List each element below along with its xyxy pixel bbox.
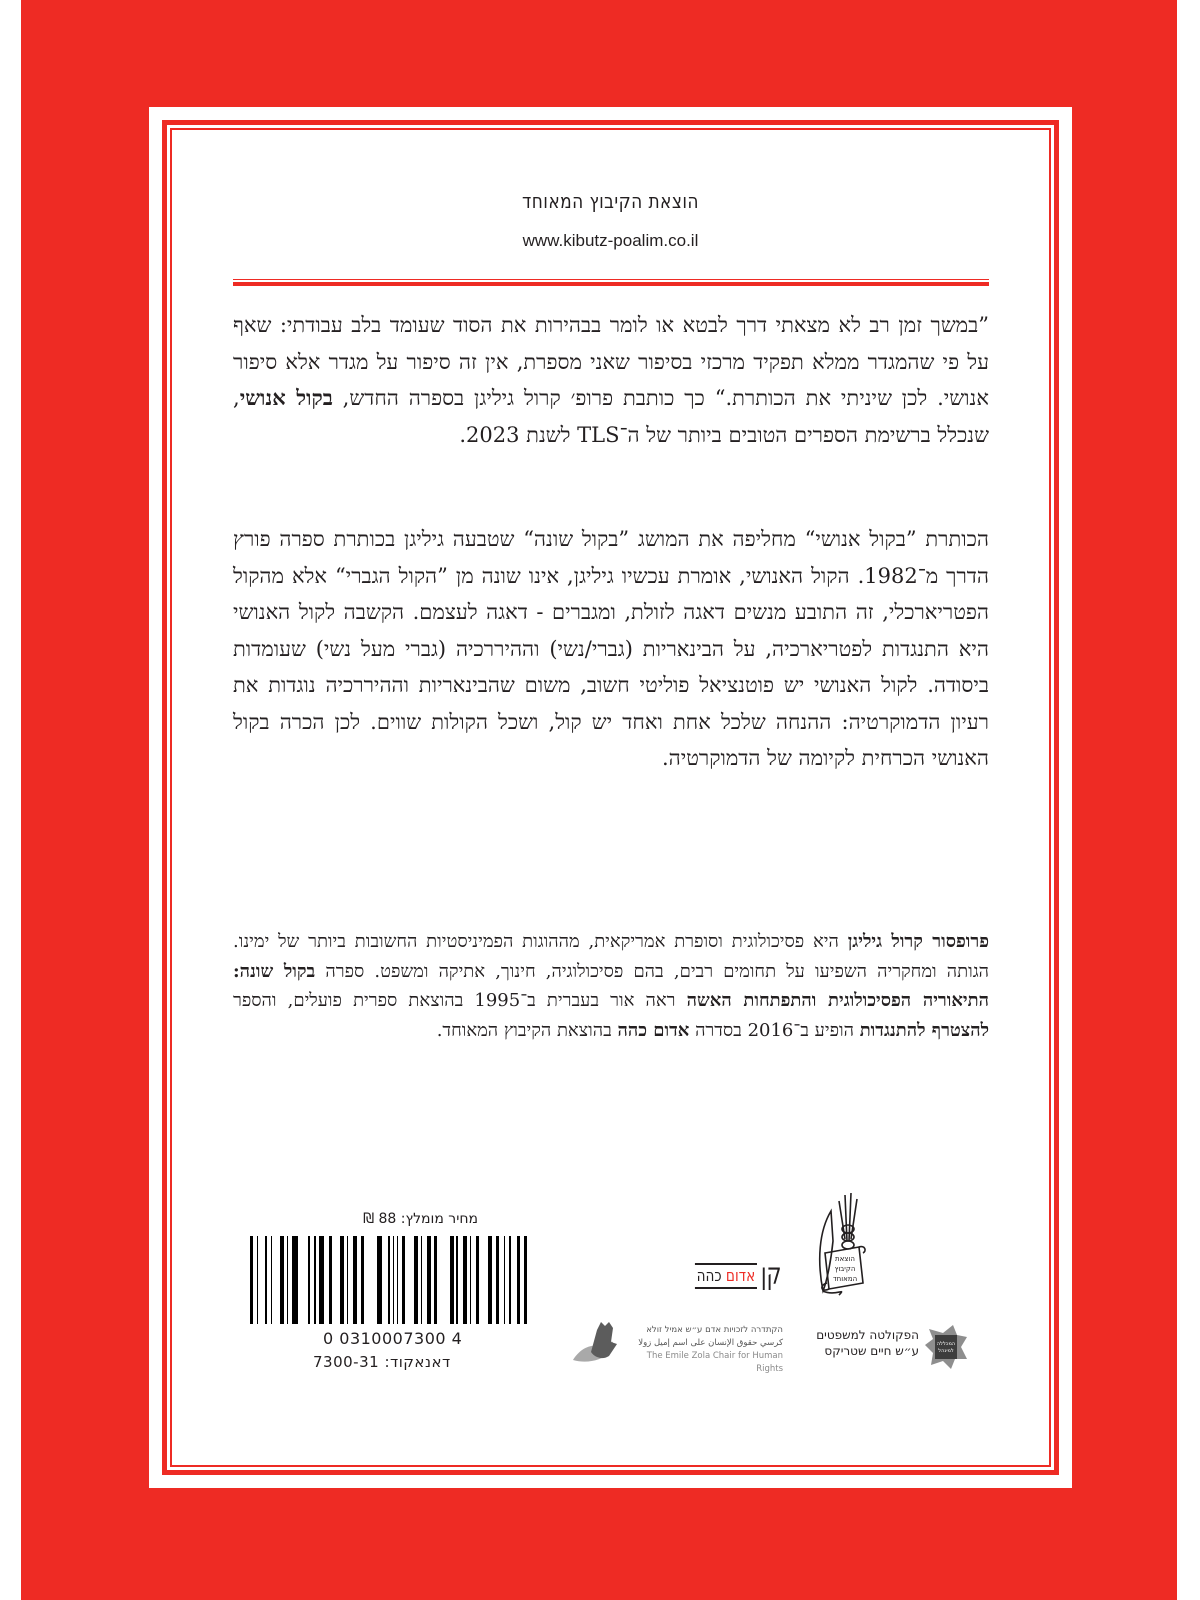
publisher-name: הוצאת הקיבוץ המאוחד [522, 189, 699, 213]
bio-book-2: להצטרף להתנגדות [859, 1019, 989, 1041]
series-name [695, 1263, 757, 1289]
svg-text:הוצאת: הוצאת [835, 1255, 855, 1263]
hands-icon [569, 1320, 624, 1368]
svg-text:הקיבוץ: הקיבוץ [834, 1265, 856, 1273]
header-divider [233, 279, 989, 287]
quote-paragraph [233, 307, 989, 453]
description-text: הכותרת ”בקול אנושי“ מחליפה את המושג ”בקול שונה“ שטבעה גיליגן בכותרת ספרה פורץ הדרך מ־1982. הקול האנושי, אומרת עכשיו גיליגן, אינו שונה מן ”הקול הגברי“ אלא מהקול הפטריארכלי, זה התובע מנשים דאגה לזולת, ומגברים - דאגה לעצמם. הקשבה לקול האנושי היא התנגדות לפטריארכיה, על הבינאריות (גברי/נשי) וההיררכיה (גברי מעל נשי) שעומדות ביסודה. לקול האנושי יש פוטנציאל פוליטי חשוב, משום שהבינאריות וההיררכיה נוגדות את רעיון הדמוקרטיה: ההנחה שלכל אחת ואחד יש קול, ושכל הקולות שווים. לכן הכרה בקול האנושי הכרחית לקיומה של הדמוקרטיה. [233, 527, 989, 770]
quote-lead: כך כותבת פרופ׳ קרול גיליגן בספרה החדש, [332, 386, 705, 410]
author-bio [233, 927, 989, 1045]
author-quote: ”במשך זמן רב לא מצאתי דרך לבטא או לומר בבהירות את הסוד שעומד בלב עבודתי: שאף על פי שהמגדר ממלא תפקיד מרכזי בסיפור שאני מספרת, אין זה סיפור על מגדר אלא סיפור אנושי. לכן שיניתי את הכותרת.“ [233, 313, 989, 410]
publisher-url[interactable]: www.kibutz-poalim.co.il [522, 231, 699, 250]
series-kan-mark: קן [760, 1257, 781, 1292]
book-back-cover [21, 0, 1177, 1600]
law-faculty-line2: ע״ש חיים שטריקס [824, 1344, 919, 1358]
recommended-price: מחיר מומלץ: 88 ₪ [363, 1211, 478, 1227]
content-panel [149, 107, 1072, 1488]
bio-text-1: היא פסיכולוגית וסופרת אמריקאית, מההוגות הפמיניסטיות החשובות ביותר של ימינו. הגותה ומחקריה השפיעו על תחומים רבים, בהם פסיכולוגיה, חינוך, אתיקה ומשפט. ספרה [233, 931, 989, 982]
series-black-word: כהה [696, 1266, 722, 1285]
danacode: דאנאקוד: 7300-31 [313, 1353, 451, 1371]
zola-arabic: كرسي حقوق الإنسان على اسم إميل زولا [638, 1338, 783, 1348]
bio-text-3: הופיע ב־2016 בסדרה [689, 1019, 860, 1041]
series-red-word: אדום [726, 1266, 756, 1285]
zola-hebrew: הקתדרה לזכויות אדם ע״ש אמיל זולא [646, 1325, 783, 1335]
quote-tail: , שנכלל ברשימת הספרים הטובים ביותר של ה־TLS לשנת 2023. [233, 386, 989, 447]
svg-text:המאוחד: המאוחד [832, 1275, 858, 1283]
bio-text-4: בהוצאת הקיבוץ המאוחד. [436, 1019, 618, 1041]
law-faculty-line1: הפקולטה למשפטים [816, 1328, 919, 1342]
barcode-number: 0 0310007300 4 [323, 1329, 463, 1348]
zola-text [625, 1324, 783, 1376]
description-paragraph [233, 521, 989, 777]
college-badge-icon [923, 1323, 969, 1371]
author-name: פרופסור קרול גיליגן [847, 931, 989, 952]
law-faculty-text [799, 1327, 919, 1359]
bio-series: אדום כהה [617, 1019, 690, 1041]
zola-english: The Emile Zola Chair for Human Rights [646, 1351, 783, 1374]
book-title: בקול אנושי [239, 385, 333, 410]
kibbutz-press-emblem-icon [809, 1191, 875, 1301]
bio-text-2: ראה אור בעברית ב־1995 בהוצאת ספרית פועלים, והספר [233, 990, 687, 1011]
bio-book-1: בקול שונה: התיאוריה הפסיכולוגית והתפתחות האשה [233, 960, 989, 1011]
svg-text:המכללה: המכללה [936, 1341, 956, 1347]
adom-kahe-series-logo [671, 1257, 781, 1293]
emile-zola-chair-logo [569, 1320, 784, 1374]
svg-text:למינהל: למינהל [938, 1348, 954, 1354]
barcode-icon [250, 1236, 530, 1324]
law-faculty-logo [799, 1323, 989, 1371]
